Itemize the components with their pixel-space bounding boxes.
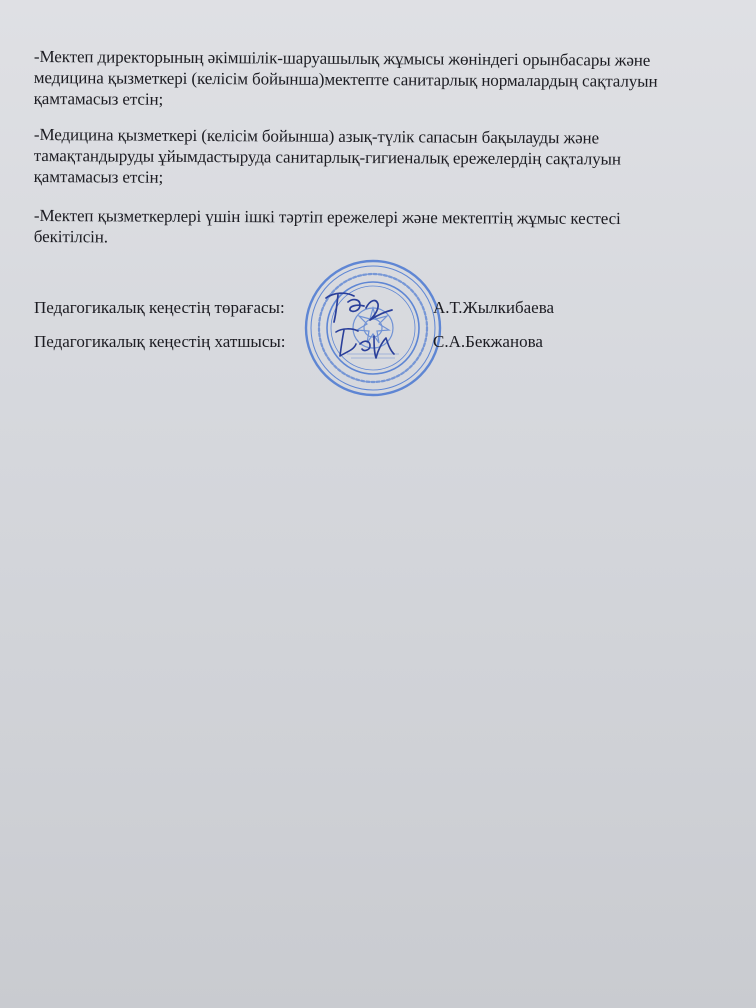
paragraph-sanitary-norms <box>34 46 749 113</box>
paragraph-food-quality <box>34 124 749 191</box>
text-line: -Мектеп қызметкерлері үшін ішкі тәртіп ережелері және мектептің жұмыс кестесі <box>33 205 621 229</box>
text-line: қамтамасыз етсін; <box>33 88 164 109</box>
text-line: тамақтандыруды ұйымдастыруда санитарлық-гигиеналық ережелердің сақталуын <box>33 145 621 169</box>
text-line: -Медицина қызметкері (келісім бойынша) азық-түлік сапасын бақылауды және <box>33 124 600 148</box>
secretary-name: С.А.Бекжанова <box>433 332 543 351</box>
text-line: -Мектеп директорының әкімшілік-шаруашылық жұмысы жөніндегі орынбасары және <box>33 46 651 70</box>
chair-label: Педагогикалық кеңестің төрағасы: <box>34 298 285 317</box>
chair-name: А.Т.Жылкибаева <box>433 298 555 317</box>
text-line: медицина қызметкері (келісім бойынша)мектепте санитарлық нормалардың сақталуын <box>33 67 658 91</box>
text-line: қамтамасыз етсін; <box>33 166 164 187</box>
secretary-signature <box>330 322 400 362</box>
text-line: бекітілсін. <box>33 226 108 247</box>
secretary-label: Педагогикалық кеңестің хатшысы: <box>34 332 286 351</box>
paragraph-internal-rules <box>34 205 749 251</box>
